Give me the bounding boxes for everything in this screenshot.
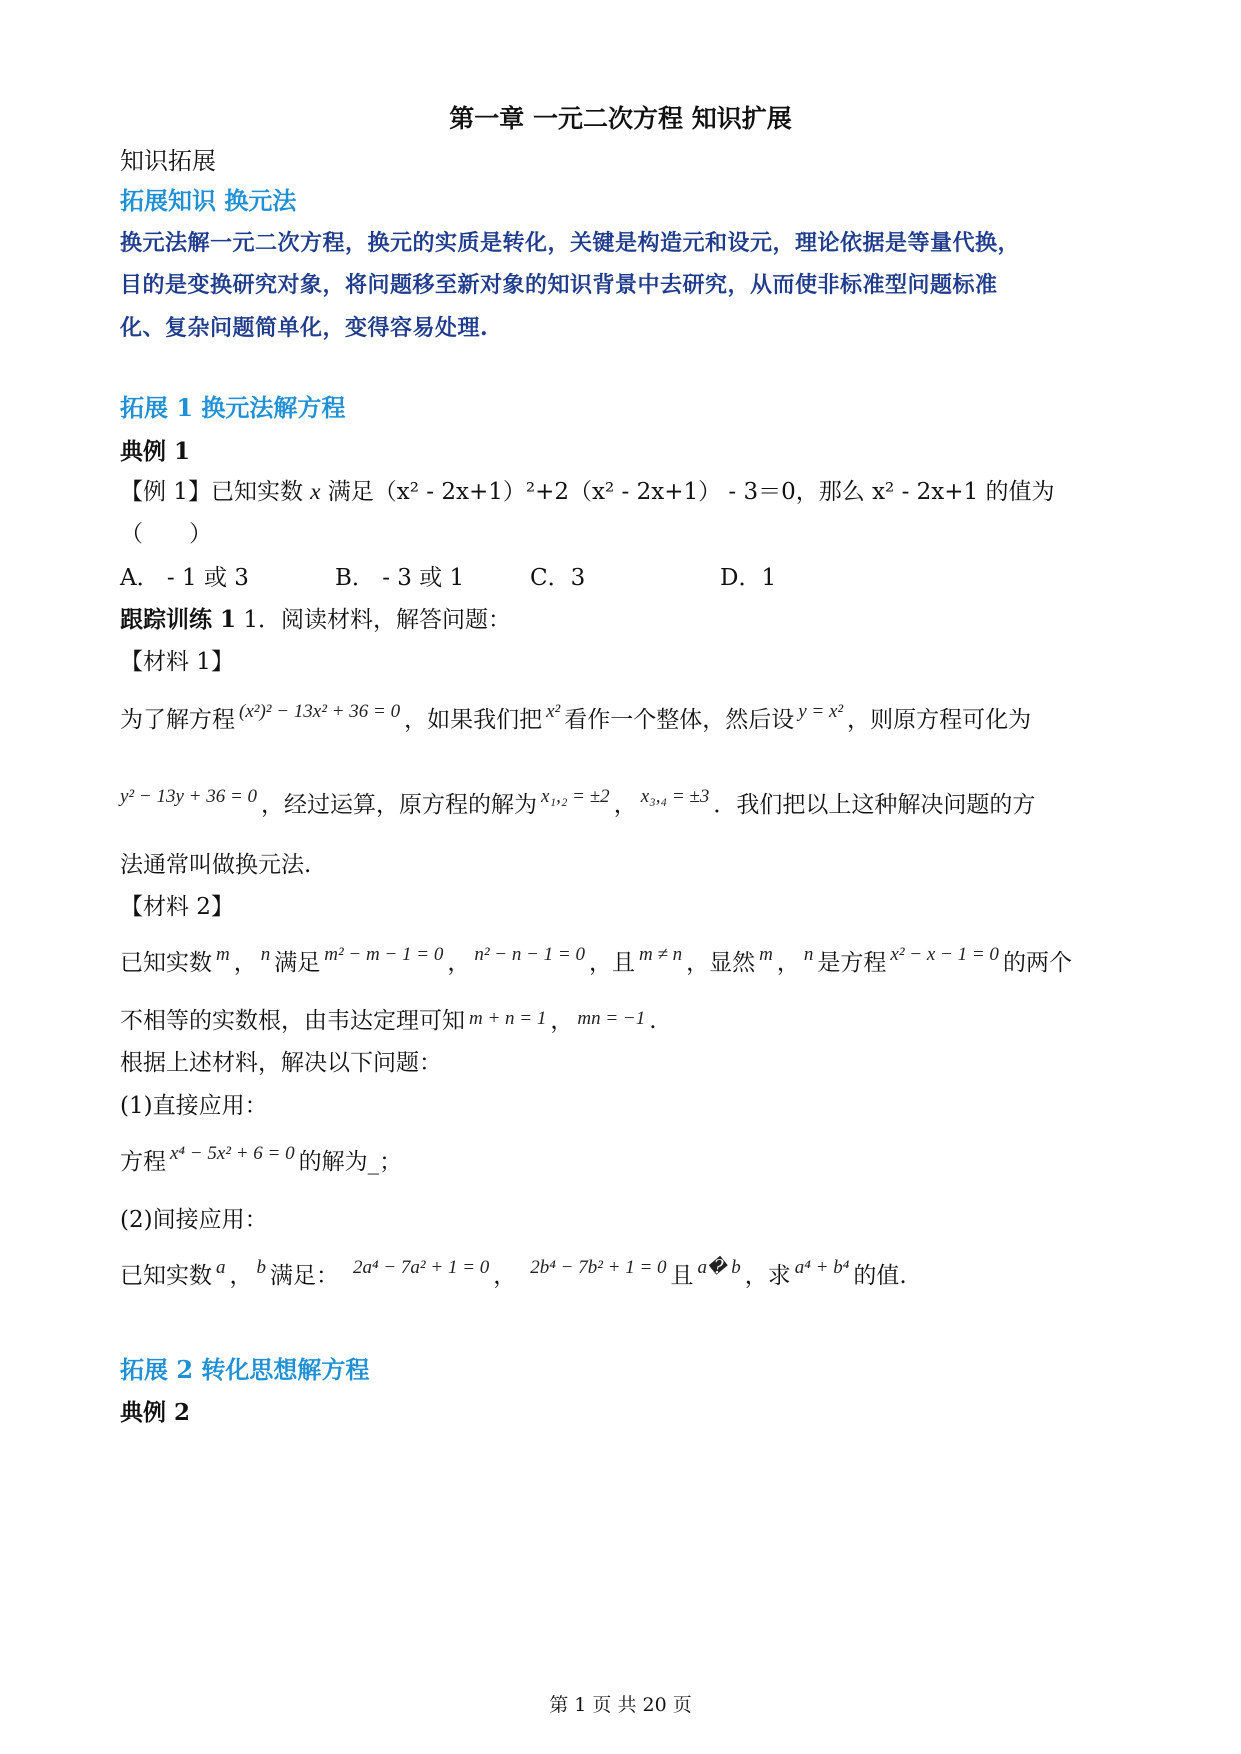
practice-1-text: 1．阅读材料，解答问题： [236, 607, 511, 633]
m2-text-f: 的两个 [1002, 950, 1072, 976]
q2-text-d: ，求 [744, 1263, 791, 1289]
section-heading: 知识拓展 [120, 147, 216, 175]
substitution: y = x² [798, 701, 844, 722]
m1-text-d: ，则原方程可化为 [847, 707, 1032, 733]
m1-text-e: ，经过运算，原方程的解为 [261, 792, 538, 818]
equation-m: m² − m − 1 = 0 [324, 944, 444, 965]
var-m: m [216, 944, 230, 965]
m1-text-f: ， [613, 792, 637, 818]
m2-text-g: 不相等的实数根，由韦达定理可知 [120, 1008, 465, 1034]
extension-2-heading: 拓展 2 转化思想解方程 [120, 1355, 370, 1384]
equation-quartic: x⁴ − 5x² + 6 = 0 [170, 1143, 295, 1164]
q2-text-b: 满足： [270, 1263, 339, 1289]
q1-text-b: 的解为_； [298, 1149, 403, 1175]
solution-1-2: x₁,₂ = ±2 [541, 786, 610, 807]
page-footer: 第 1 页 共 20 页 [549, 1694, 692, 1716]
x-squared: x² [546, 701, 561, 722]
q2-comma-2: ， [493, 1263, 517, 1289]
question-1-line [120, 1143, 403, 1179]
example-1-options [120, 563, 776, 593]
m1-text-a: 为了解方程 [120, 707, 235, 733]
material-2-tag: 【材料 2】 [120, 894, 234, 920]
option-c: C．3 [530, 565, 586, 591]
m1-text-b: ，如果我们把 [404, 707, 543, 733]
example-2-label: 典例 2 [120, 1399, 191, 1426]
m1-text-c: 看作一个整体，然后设 [564, 707, 795, 733]
var-n-2: n [803, 944, 814, 965]
m2-text-d: ，显然 [686, 950, 756, 976]
var-m-2: m [759, 944, 773, 965]
m2-comma-2: ， [447, 950, 471, 976]
question-1-label: (1)直接应用： [120, 1093, 268, 1119]
example-1-label: 典例 1 [120, 438, 191, 465]
practice-1-label: 跟踪训练 1 [120, 606, 237, 633]
m-neq-n: m ≠ n [639, 944, 683, 965]
q2-text-a: 已知实数 [120, 1263, 212, 1289]
instructions: 根据上述材料，解决以下问题： [120, 1050, 442, 1076]
page-title: 第一章 一元二次方程 知识扩展 [449, 104, 792, 133]
equation-b: 2b⁴ − 7b² + 1 = 0 [530, 1257, 667, 1278]
option-a: A． - 1 或 3 [120, 565, 249, 591]
var-a: a [216, 1257, 226, 1278]
example-1-question [120, 477, 1055, 507]
var-b: b [256, 1257, 266, 1278]
m2-text-e: 是方程 [817, 950, 887, 976]
example-1-text-2: 满足（x² - 2x+1）²+2（x² - 2x+1） - 3＝0，那么 x² - 2x+1 的值为 [320, 479, 1055, 505]
var-n: n [260, 944, 271, 965]
example-1-tag: 【例 1】 [120, 479, 211, 505]
m2-end: . [649, 1008, 657, 1034]
var-x: x [310, 479, 321, 504]
option-b: B． - 3 或 1 [335, 565, 465, 591]
equation-x: x² − x − 1 = 0 [890, 944, 999, 965]
question-2-label: (2)间接应用： [120, 1207, 268, 1233]
vieta-product: mn = −1 [577, 1008, 646, 1029]
q1-text-a: 方程 [120, 1149, 166, 1175]
vieta-sum: m + n = 1 [469, 1008, 547, 1029]
solution-3-4: x₃,₄ = ±3 [640, 786, 710, 807]
m2-text-a: 已知实数 [120, 950, 212, 976]
m2-text-b: 满足 [274, 950, 321, 976]
answer-parentheses: （ ） [120, 521, 212, 547]
intro-line-1: 换元法解一元二次方程，换元的实质是转化，关键是构造元和设元，理论依据是等量代换， [120, 230, 1021, 256]
intro-line-3: 化、复杂问题简单化，变得容易处理. [120, 315, 489, 341]
q2-comma: ， [229, 1263, 253, 1289]
material-2-line-1 [120, 944, 1072, 980]
extension-1-heading: 拓展 1 换元法解方程 [120, 393, 346, 422]
equation-original: (x²)² − 13x² + 36 = 0 [239, 701, 401, 722]
material-2-line-2 [120, 1006, 657, 1038]
m2-comma-3: ， [776, 950, 800, 976]
example-1-text: 已知实数 [210, 479, 311, 505]
expression-sum: a⁴ + b⁴ [794, 1257, 850, 1278]
sub-heading: 拓展知识 换元法 [120, 186, 297, 215]
option-d: D．1 [720, 565, 777, 591]
q2-text-c: 且 [670, 1263, 694, 1289]
equation-a: 2a⁴ − 7a² + 1 = 0 [353, 1257, 490, 1278]
m2-text-c: ，且 [589, 950, 636, 976]
intro-line-2: 目的是变换研究对象，将问题移至新对象的知识背景中去研究，从而使非标准型问题标准 [120, 272, 998, 298]
equation-substituted: y² − 13y + 36 = 0 [120, 786, 258, 807]
m2-comma: ， [233, 950, 257, 976]
material-1-line-1 [120, 701, 1032, 737]
equation-n: n² − n − 1 = 0 [474, 944, 586, 965]
m2-comma-4: ， [550, 1008, 574, 1034]
material-1-line-3: 法通常叫做换元法. [120, 852, 312, 878]
q2-text-e: 的值. [853, 1263, 907, 1289]
material-1-tag: 【材料 1】 [120, 649, 234, 675]
a-neq-b: a� b [697, 1257, 741, 1278]
m1-text-g: ．我们把以上这种解决问题的方 [713, 792, 1036, 818]
question-2-line [120, 1257, 907, 1293]
material-1-line-2 [120, 786, 1036, 822]
practice-1-line [120, 605, 511, 635]
